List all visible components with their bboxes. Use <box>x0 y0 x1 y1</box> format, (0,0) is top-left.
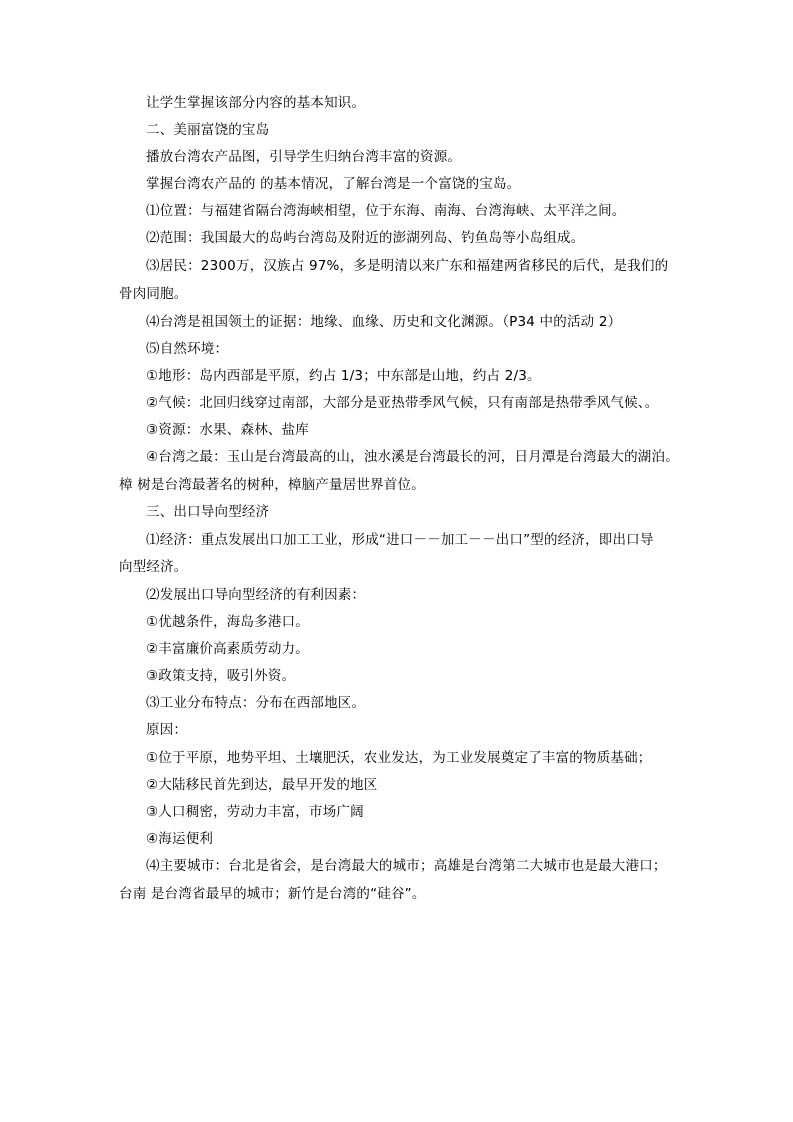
text-line: ⑵发展出口导向型经济的有利因素： <box>146 587 366 603</box>
text-line: ⑶居民：2300万，汉族占 97%，多是明清以来广东和福建两省移民的后代，是我们的 <box>146 258 669 274</box>
text-line: ①位于平原，地势平坦、土壤肥沃，农业发达，为工业发展奠定了丰富的物质基础； <box>146 750 652 766</box>
text-line: 让学生掌握该部分内容的基本知识。 <box>146 95 366 111</box>
text-line: ⑴位置：与福建省隔台湾海峡相望，位于东海、南海、台湾海峡、太平洋之间。 <box>146 203 626 219</box>
text-line: 骨肉同胞。 <box>119 286 188 302</box>
text-line: 向型经济。 <box>119 559 188 575</box>
text-line: 台南 是台湾省最早的城市；新竹是台湾的“硅谷”。 <box>119 886 426 902</box>
text-line: ⑵范围：我国最大的岛屿台湾岛及附近的澎湖列岛、钓鱼岛等小岛组成。 <box>146 230 585 246</box>
text-line: ⑶工业分布特点：分布在西部地区。 <box>146 695 366 711</box>
text-line: ②丰富廉价高素质劳动力。 <box>146 641 310 657</box>
text-line: ①优越条件，海岛多港口。 <box>146 614 310 630</box>
text-line: ③人口稠密，劳动力丰富，市场广阔 <box>146 804 364 820</box>
text-line: ③政策支持，吸引外资。 <box>146 668 296 684</box>
text-line: 播放台湾农产品图，引导学生归纳台湾丰富的资源。 <box>146 149 462 165</box>
text-line: ①地形：岛内西部是平原，约占 1/3；中东部是山地，约占 2/3。 <box>146 368 541 384</box>
text-line: ④海运便利 <box>146 831 214 847</box>
text-line: ⑷台湾是祖国领土的证据：地缘、血缘、历史和文化渊源。（P34 中的活动 2） <box>146 314 622 330</box>
text-line: ②大陆移民首先到达，最早开发的地区 <box>146 777 378 793</box>
text-line: ②气候：北回归线穿过南部，大部分是亚热带季风气候，只有南部是热带季风气候、。 <box>146 395 659 411</box>
text-line: ⑷主要城市：台北是省会，是台湾最大的城市；高雄是台湾第二大城市也是最大港口； <box>146 858 667 874</box>
text-line: ⑴经济：重点发展出口加工工业，形成“进口－－加工－－出口”型的经济，即出口导 <box>146 532 654 548</box>
text-line: ⑸自然环境： <box>146 341 229 357</box>
text-line: 樟 树是台湾最著名的树种，樟脑产量居世界首位。 <box>119 477 425 493</box>
text-line: 原因： <box>146 722 188 738</box>
text-line: 掌握台湾农产品的 的基本情况，了解台湾是一个富饶的宝岛。 <box>146 176 521 192</box>
text-line: ④台湾之最：玉山是台湾最高的山，浊水溪是台湾最长的河，日月潭是台湾最大的湖泊。 <box>146 449 679 465</box>
section-heading: 三、出口导向型经济 <box>146 504 270 520</box>
section-heading: 二、美丽富饶的宝岛 <box>146 122 270 138</box>
text-line: ③资源：水果、森林、盐库 <box>146 422 310 438</box>
